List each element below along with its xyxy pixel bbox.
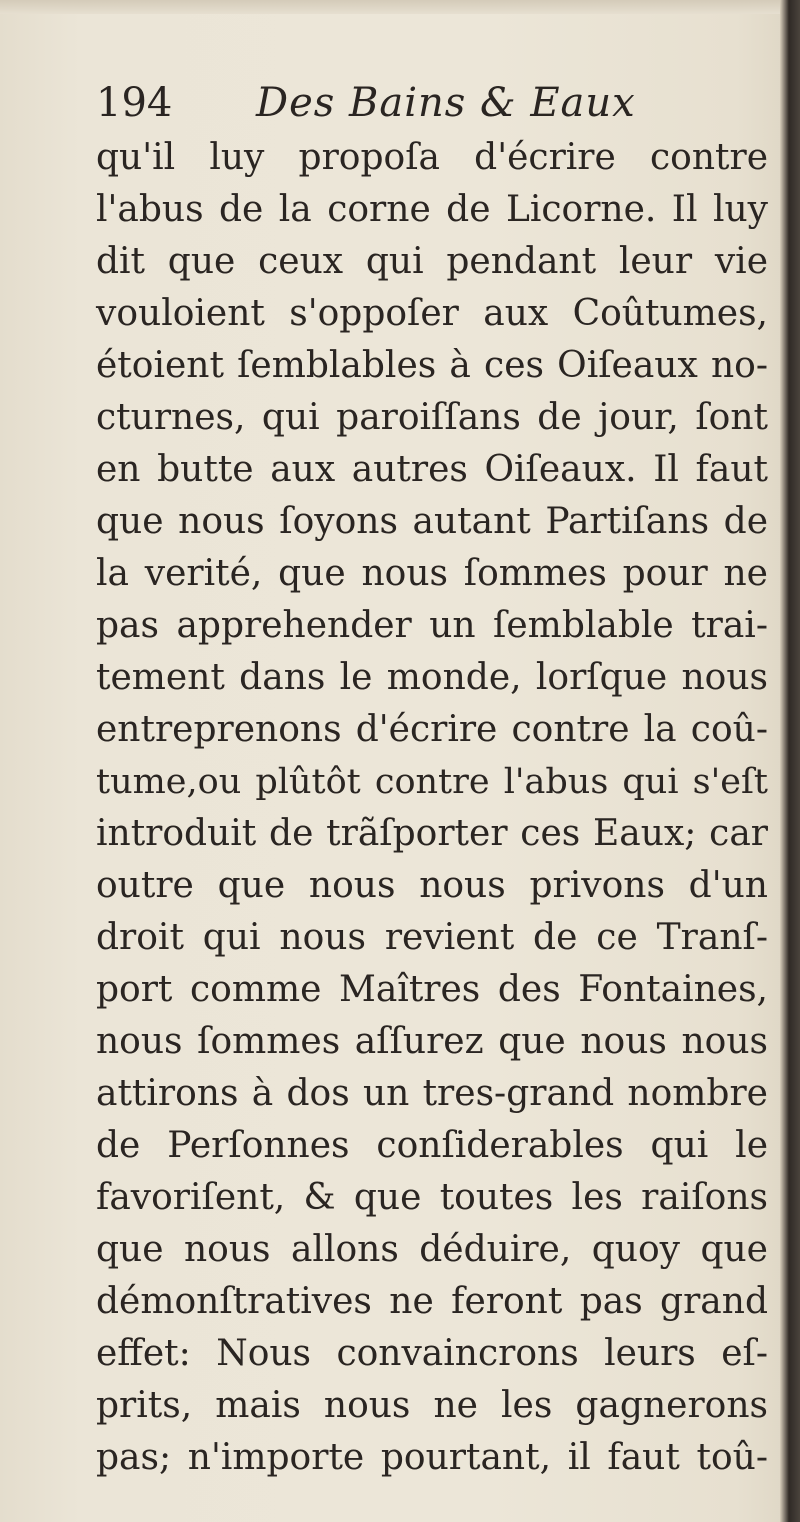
text-line: prits, mais nous ne les gagnerons [96,1385,768,1426]
text-line: pas; n'importe pourtant, il faut toû- [96,1437,768,1478]
text-line: tement dans le monde, lorſque nous [96,657,768,698]
text-line: dit que ceux qui pendant leur vie [96,241,768,282]
text-line: droit qui nous revient de ce Tranſ- [96,917,768,958]
running-title: Des Bains & Eaux [256,80,636,126]
text-line: entreprenons d'écrire contre la coû- [96,709,768,750]
text-line: nous ſommes aſſurez que nous nous [96,1021,768,1062]
text-line: que nous allons déduire, quoy que [96,1229,768,1270]
page-header [96,68,736,138]
text-line: vouloient s'oppoſer aux Coûtumes, [96,293,768,334]
text-line: effet: Nous convaincrons leurs eſ- [96,1333,768,1374]
text-line: tume,ou plûtôt contre l'abus qui s'eſt [96,762,768,802]
page-binding-shadow [780,0,800,1522]
page-number: 194 [96,80,173,126]
text-line: démonſtratives ne feront pas grand [96,1281,768,1322]
text-line: favoriſent, & que toutes les raiſons [96,1177,768,1218]
text-line: la verité, que nous ſommes pour ne [96,553,768,594]
text-line: en butte aux autres Oiſeaux. Il faut [96,449,768,490]
page-top-edge [0,0,800,14]
text-line: étoient ſemblables à ces Oiſeaux no- [96,345,768,386]
text-line: attirons à dos un tres-grand nombre [96,1073,768,1114]
body-text [96,132,768,1484]
text-line: que nous ſoyons autant Partiſans de [96,501,768,542]
text-line: pas apprehender un ſemblable trai- [96,605,768,646]
text-line: l'abus de la corne de Licorne. Il luy [96,189,768,230]
text-line: introduit de trãſporter ces Eaux; car [96,813,768,854]
text-line: qu'il luy propoſa d'écrire contre [96,137,768,178]
text-line: de Perſonnes conſiderables qui le [96,1125,768,1166]
text-line: outre que nous nous privons d'un [96,865,768,906]
text-line: cturnes, qui paroiſſans de jour, ſont [96,397,768,438]
text-line: port comme Maîtres des Fontaines, [96,969,768,1010]
